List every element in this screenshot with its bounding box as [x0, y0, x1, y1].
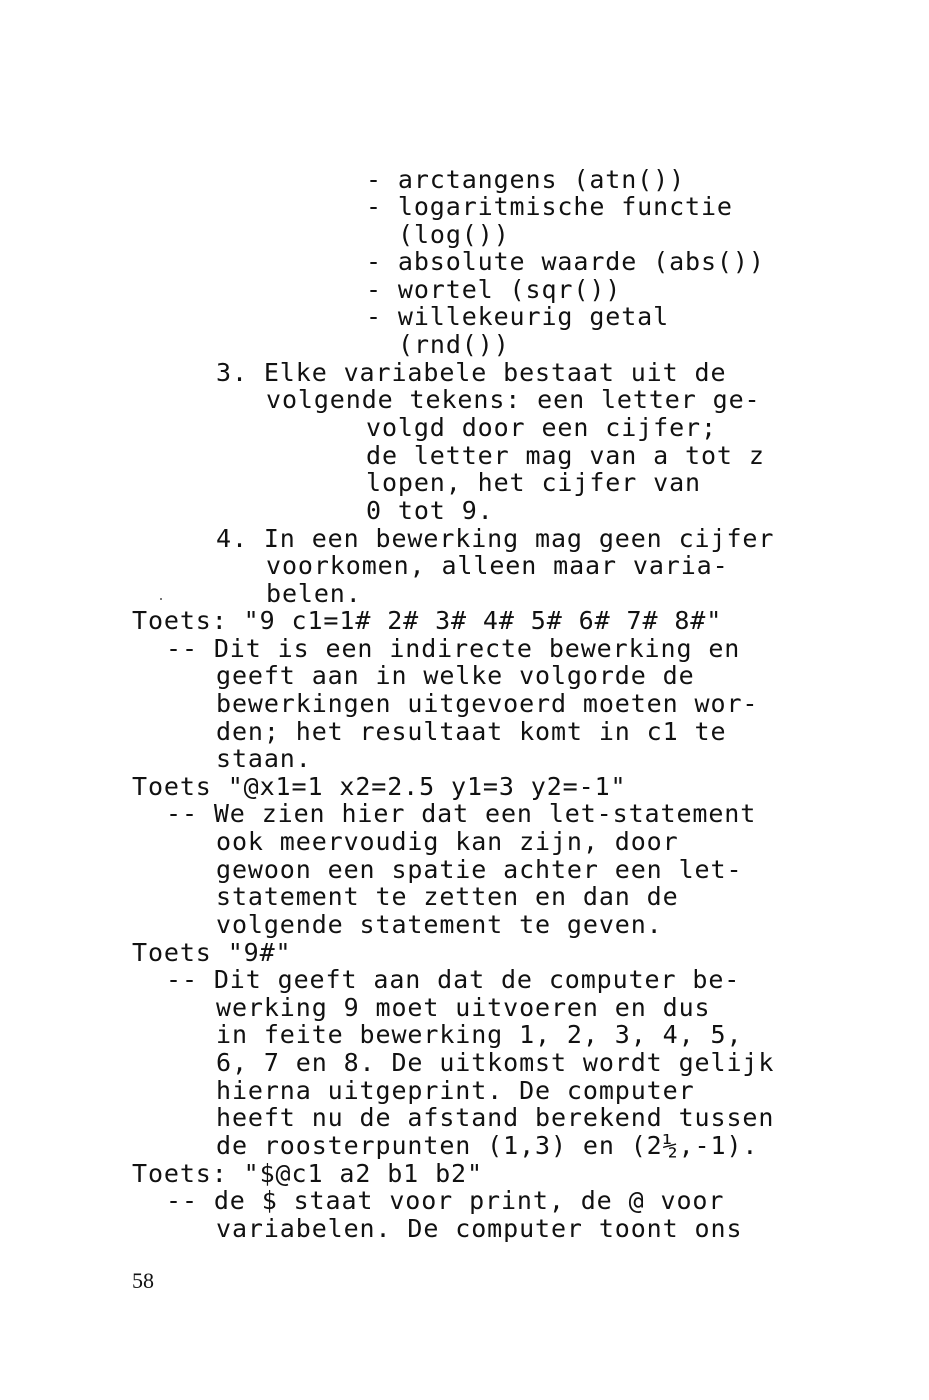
text-line: - logaritmische functie — [366, 192, 733, 221]
text-line: -- de $ staat voor print, de @ voor — [166, 1186, 725, 1215]
text-line: 6, 7 en 8. De uitkomst wordt gelijk — [216, 1048, 775, 1077]
text-line: geeft aan in welke volgorde de — [216, 661, 695, 690]
text-line: - wortel (sqr()) — [366, 275, 622, 304]
text-line: volgd door een cijfer; — [366, 413, 717, 442]
text-line: Toets "@x1=1 x2=2.5 y1=3 y2=-1" — [132, 772, 627, 801]
text-line: - absolute waarde (abs()) — [366, 247, 765, 276]
text-line: volgende statement te geven. — [216, 910, 663, 939]
text-line: Toets: "$@c1 a2 b1 b2" — [132, 1159, 483, 1188]
text-line: Toets: "9 c1=1# 2# 3# 4# 5# 6# 7# 8#" — [132, 606, 723, 635]
text-line: lopen, het cijfer van — [366, 468, 701, 497]
text-line: ook meervoudig kan zijn, door — [216, 827, 679, 856]
text-line: 4. In een bewerking mag geen cijfer — [216, 524, 775, 553]
text-line: den; het resultaat komt in c1 te — [216, 717, 727, 746]
text-line: 3. Elke variabele bestaat uit de — [216, 358, 727, 387]
text-line: -- Dit is een indirecte bewerking en — [166, 634, 741, 663]
text-line: gewoon een spatie achter een let- — [216, 855, 743, 884]
text-line: - arctangens (atn()) — [366, 165, 686, 194]
text-line: - willekeurig getal — [366, 302, 670, 331]
text-line: werking 9 moet uitvoeren en dus — [216, 993, 711, 1022]
text-line: de letter mag van a tot z — [366, 441, 765, 470]
text-line: volgende tekens: een letter ge- — [266, 385, 761, 414]
text-line: staan. — [216, 744, 312, 773]
text-line: (log()) — [398, 220, 510, 249]
text-line: -- Dit geeft aan dat de computer be- — [166, 965, 741, 994]
text-line: voorkomen, alleen maar varia- — [266, 551, 729, 580]
text-line: hierna uitgeprint. De computer — [216, 1076, 695, 1105]
text-line: belen. — [266, 579, 362, 608]
text-line: in feite bewerking 1, 2, 3, 4, 5, — [216, 1020, 743, 1049]
text-line: variabelen. De computer toont ons — [216, 1214, 743, 1243]
page-number: 58 — [132, 1268, 154, 1293]
text-line: Toets "9#" — [132, 938, 292, 967]
stray-dot — [160, 598, 162, 600]
text-line: 0 tot 9. — [366, 496, 494, 525]
text-line: -- We zien hier dat een let-statement — [166, 799, 757, 828]
text-line: (rnd()) — [398, 330, 510, 359]
text-line: statement te zetten en dan de — [216, 882, 679, 911]
text-line: de roosterpunten (1,3) en (2½,-1). — [216, 1131, 759, 1160]
text-line: bewerkingen uitgevoerd moeten wor- — [216, 689, 759, 718]
text-line: heeft nu de afstand berekend tussen — [216, 1103, 775, 1132]
